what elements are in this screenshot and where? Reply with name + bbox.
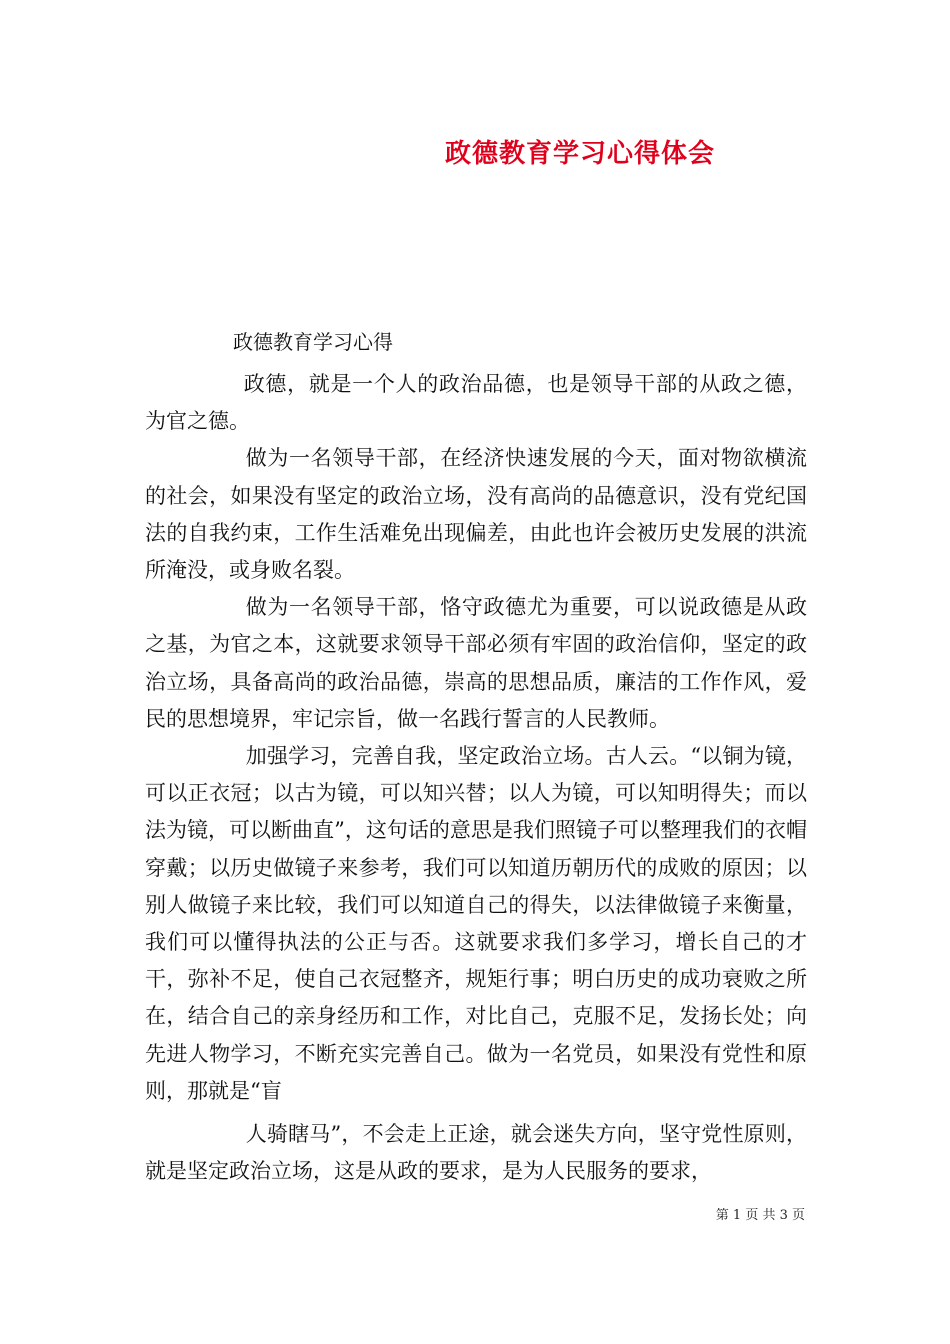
paragraph: 加强学习，完善自我，坚定政治立场。古人云。“以铜为镜，可以正衣冠；以古为镜，可以知兴替；以人为镜，可以知明得失；而以法为镜，可以断曲直”，这句话的意思是我们照镜子可以整理我们的衣帽穿戴；以历史做镜子来参考，我们可以知道历朝历代的成败的原因；以别人做镜子来比较，我们可以知道自己的得失，以法律做镜子来衡量，我们可以懂得执法的公正与否。这就要求我们多学习，增长自己的才干，弥补不足，使自己衣冠整齐，规矩行事；明白历史的成功衰败之所在，结合自己的亲身经历和工作，对比自己，克服不足，发扬长处；向先进人物学习，不断充实完善自己。做为一名党员，如果没有党性和原则，那就是“盲 [145, 744, 807, 1103]
paragraph: 人骑瞎马”，不会走上正途，就会迷失方向，坚守党性原则，就是坚定政治立场，这是从政的要求，是为人民服务的要求， [145, 1122, 807, 1184]
paragraph: 政德，就是一个人的政治品德，也是领导干部的从政之德，为官之德。 [145, 372, 807, 434]
paragraph: 做为一名领导干部，恪守政德尤为重要，可以说政德是从政之基，为官之本，这就要求领导干部必须有牢固的政治信仰，坚定的政治立场，具备高尚的政治品德，崇高的思想品质，廉洁的工作作风，爱民的思想境界，牢记宗旨，做一名践行誓言的人民教师。 [145, 595, 807, 731]
document-subtitle: 政德教育学习心得 [233, 330, 393, 354]
document-body [145, 366, 807, 1190]
page-footer: 第 1 页 共 3 页 [715, 1208, 805, 1223]
paragraph: 做为一名领导干部，在经济快速发展的今天，面对物欲横流的社会，如果没有坚定的政治立场，没有高尚的品德意识，没有党纪国法的自我约束，工作生活难免出现偏差，由此也许会被历史发展的洪流所淹没，或身败名裂。 [145, 446, 807, 583]
document-title: 政德教育学习心得体会 [444, 139, 715, 169]
